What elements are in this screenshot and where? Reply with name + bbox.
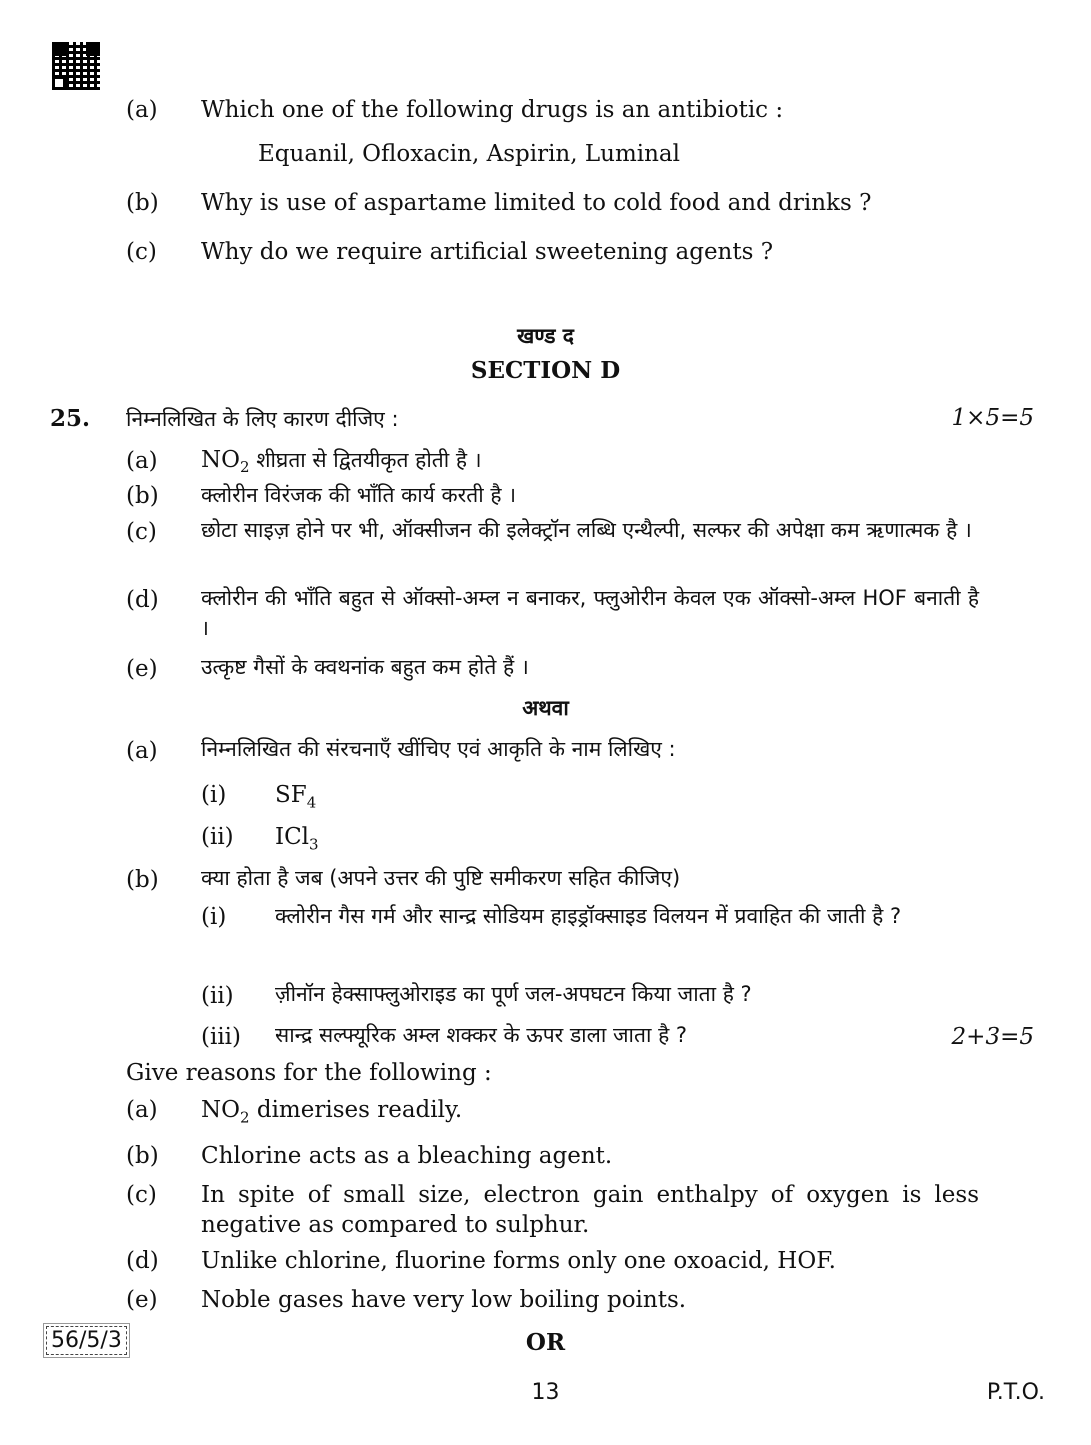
pto-text: P.T.O.: [986, 1380, 1045, 1405]
item-text: Noble gases have very low boiling points.: [201, 1287, 687, 1313]
item-text-hindi: निम्नलिखित की संरचनाएँ खींचिए एवं आकृति के नाम लिखिए :: [201, 737, 676, 761]
marks: 2+3=5: [951, 1024, 1034, 1050]
item-label: (b): [126, 1143, 159, 1169]
question-text: Why do we require artificial sweetening agents ?: [201, 239, 774, 265]
question-intro-hindi: निम्नलिखित के लिए कारण दीजिए :: [126, 407, 399, 431]
or-divider-hindi: अथवा: [522, 696, 569, 720]
item-label: (d): [126, 1248, 159, 1274]
question-intro: Give reasons for the following :: [126, 1060, 492, 1086]
item-text-hindi: क्लोरीन विरंजक की भाँति कार्य करती है ।: [201, 483, 517, 507]
question-label: (b): [126, 190, 159, 216]
item-text: Unlike chlorine, fluorine forms only one oxoacid, HOF.: [201, 1248, 836, 1274]
item-text: $NO_2$ dimerises readily.: [201, 1097, 463, 1127]
item-text-hindi: क्या होता है जब (अपने उत्तर की पुष्टि समीकरण सहित कीजिए): [201, 866, 681, 890]
item-text-hindi: उत्कृष्ट गैसों के क्वथनांक बहुत कम होते हैं ।: [201, 655, 529, 679]
marks: 1×5=5: [951, 405, 1034, 431]
paper-code: 56/5/3: [46, 1326, 127, 1355]
section-title: SECTION D: [470, 357, 621, 384]
item-text-hindi: $NO_2$ शीघ्रता से द्वितयीकृत होती है ।: [201, 447, 482, 477]
item-label: (b): [126, 483, 159, 509]
section-title-hindi: खण्ड द: [517, 324, 574, 348]
item-text: Chlorine acts as a bleaching agent.: [201, 1143, 613, 1169]
question-text: Which one of the following drugs is an antibiotic :: [201, 97, 784, 123]
item-label: (d): [126, 587, 159, 613]
question-number: 25.: [50, 405, 91, 432]
item-text-hindi: छोटा साइज़ होने पर भी, ऑक्सीजन की इलेक्ट्रॉन लब्धि एन्थैल्पी, सल्फर की अपेक्षा कम ऋणात्मक है ।: [201, 518, 972, 542]
sub-item-label: (iii): [201, 1024, 242, 1050]
question-label: (a): [126, 97, 158, 123]
qr-code: [52, 42, 100, 90]
item-label: (a): [126, 1097, 158, 1123]
question-text: Why is use of aspartame limited to cold food and drinks ?: [201, 190, 872, 216]
or-divider: OR: [525, 1329, 566, 1356]
formula: ICl$_3$: [275, 824, 319, 854]
sub-item-label: (ii): [201, 983, 234, 1009]
item-label: (c): [126, 1182, 157, 1208]
question-options: Equanil, Ofloxacin, Aspirin, Luminal: [258, 141, 680, 167]
item-label: (a): [126, 738, 158, 764]
question-label: (c): [126, 239, 157, 265]
item-label: (a): [126, 448, 158, 474]
sub-item-text-hindi: सान्द्र सल्फ्यूरिक अम्ल शक्कर के ऊपर डाला जाता है ?: [275, 1023, 688, 1047]
item-text: In spite of small size, electron gain enthalpy of oxygen is less negative as compared to sulphur.: [201, 1182, 979, 1238]
sub-item-text-hindi: ज़ीनॉन हेक्साफ्लुओराइड का पूर्ण जल-अपघटन किया जाता है ?: [275, 982, 752, 1006]
item-label: (e): [126, 1287, 158, 1313]
sub-item-text-hindi: क्लोरीन गैस गर्म और सान्द्र सोडियम हाइड्रॉक्साइड विलयन में प्रवाहित की जाती है ?: [275, 904, 902, 928]
sub-item-label: (i): [201, 904, 227, 930]
item-label: (e): [126, 656, 158, 682]
item-label: (c): [126, 519, 157, 545]
sub-item-label: (i): [201, 782, 227, 808]
formula: $SF_4$: [275, 782, 317, 812]
page-number: 13: [531, 1380, 560, 1405]
sub-item-label: (ii): [201, 824, 234, 850]
item-label: (b): [126, 867, 159, 893]
item-text-hindi: क्लोरीन की भाँति बहुत से ऑक्सो-अम्ल न बनाकर, फ्लुओरीन केवल एक ऑक्सो-अम्ल HOF बनाती है ।: [201, 586, 979, 640]
